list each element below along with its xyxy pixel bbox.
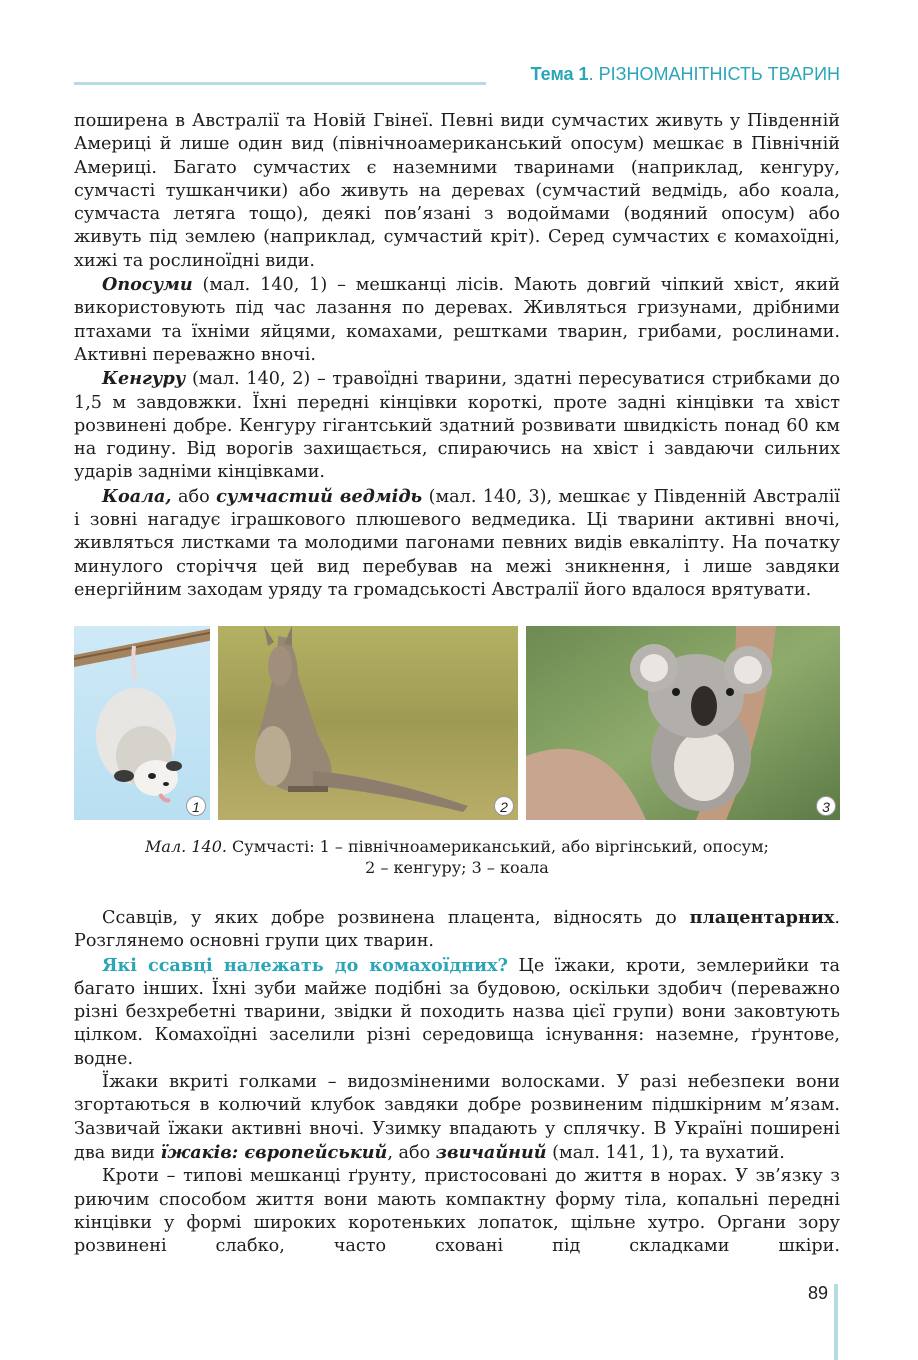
theme-label: Тема 1	[530, 64, 589, 84]
photo-number: 2	[494, 796, 514, 816]
term-kangaroo: Кенгуру	[102, 368, 186, 390]
photo-number: 3	[816, 796, 836, 816]
term-opossums: Опосуми	[102, 274, 193, 296]
paragraph-placentals: Ссавців, у яких добре розвинена плацента, відносять до плацентарних. Розглянемо основні групи цих тварин.	[74, 907, 840, 952]
page-header	[531, 64, 840, 85]
term-marsupial-bear: сумчастий ведмідь	[216, 485, 423, 507]
term-common: звичайний	[435, 1141, 547, 1163]
paragraph-moles: Кроти – типові мешканці ґрунту, пристосовані до життя в норах. У зв’язку з риючим способом життя вони мають компактну форму тіла, копальні передні кінцівки у формі широких коротеньких лопаток, щільне хутро. Органи зору розвинені слабко, часто сховані під складками шкіри.	[74, 1166, 840, 1257]
term-koala: Коала,	[102, 485, 172, 507]
caption-line-2: 2 – кенгуру; 3 – коала	[365, 858, 549, 877]
caption-label: Мал. 140.	[145, 837, 227, 856]
top-text-block	[74, 110, 840, 602]
paragraph-koala: Коала, або сумчастий ведмідь (мал. 140, 3), мешкає у Південній Австралії і зовні нагадує іграшкового плюшевого ведмедика. Ці тварини активні вночі, живляться листками та молодими пагонами певних видів евкаліпту. На початку минулого сторіччя цей вид перебував на межі зникнення, і лише завдяки енергійним заходам уряду та громадськості Австралії його вдалося врятувати.	[74, 485, 840, 600]
caption-line-1: Мал. 140. Сумчасті: 1 – північноамериканський, або віргінський, опосум;	[145, 837, 769, 856]
paragraph-hedgehogs: Їжаки вкриті голками – видозміненими волосками. У разі небезпеки вони згортаються в колючий клубок завдяки добре розвиненим підшкірним м’язам. Зазвичай їжаки активні вночі. Узимку впадають у сплячку. В Україні поширені два види їжаків: європейський, або звичайний (мал. 141, 1), та вухатий.	[74, 1072, 840, 1163]
term-placentals: плацентарних	[689, 907, 835, 928]
paragraph-opossums: Опосуми (мал. 140, 1) – мешканці лісів. Мають довгий чіпкий хвіст, який використовують під час лазання по деревах. Живляться гризунами, дрібними птахами та їхніми яйцями, комахами, рештками тварин, грибами, рослинами. Активні переважно вночі.	[74, 274, 840, 365]
section-question: Які ссавці належать до комахоїдних?	[102, 954, 508, 976]
paragraph: поширена в Австралії та Новій Гвінеї. Певні види сумчастих живуть у Південній Америці й лише один вид (північноамериканський опосум) мешкає в Північній Америці. Багато сумчастих є наземними тваринами (наприклад, кенгуру, сумчасті тушканчики) або живуть на деревах (сумчастий ведмідь, або коала, сумчаста летяга тощо), деякі пов’язані з водоймами (водяний опосум) або живуть під землею (наприклад, сумчастий кріт). Серед сумчастих є комахоїдні, хижі та рослиноїдні види.	[74, 111, 840, 271]
theme-title: . РІЗНОМАНІТНІСТЬ ТВАРИН	[588, 64, 840, 84]
page-side-bar	[834, 1284, 838, 1360]
figure-caption	[74, 836, 840, 878]
term-hedgehogs: їжаків: європейський	[160, 1141, 388, 1163]
photo-number: 1	[186, 796, 206, 816]
koala-photo	[526, 626, 840, 820]
bottom-text-block	[74, 906, 840, 1258]
header-rule	[74, 82, 486, 85]
page-number: 89	[807, 1283, 828, 1303]
opossum-photo	[74, 626, 210, 820]
kangaroo-photo	[218, 626, 518, 820]
paragraph-kangaroo: Кенгуру (мал. 140, 2) – травоїдні тварини, здатні пересуватися стрибками до 1,5 м завдовжки. Їхні передні кінцівки короткі, проте задні кінцівки та хвіст розвинені добре. Кенгуру гігантський здатний розвивати швидкість понад 60 км на годину. Від ворогів захищається, спираючись на хвіст і завдаючи сильних ударів задніми кінцівками.	[74, 368, 840, 483]
paragraph-insectivores: Які ссавці належать до комахоїдних? Це їжаки, кроти, землерийки та багато інших. Їхні зуби майже подібні за будовою, оскільки здобич (переважно різні безхребетні тварини, звідки й походить назва цієї групи) вони заковтують цілком. Комахоїдні заселили різні середовища існування: наземне, ґрунтове, водне.	[74, 954, 840, 1069]
